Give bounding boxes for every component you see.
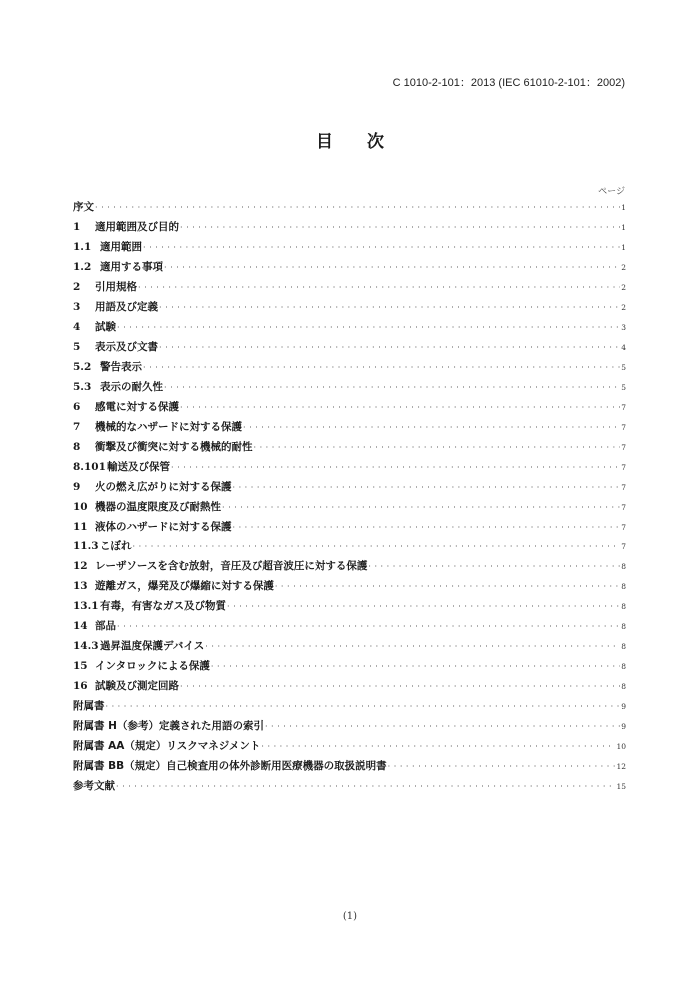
toc-entry-page: 7	[621, 402, 626, 412]
toc-entry-number: 8	[73, 440, 81, 453]
toc-entry-title: 遊離ガス，爆発及び爆縮に対する保護	[95, 580, 274, 593]
toc-entry-page: 1	[621, 222, 626, 232]
toc-entry-number: 14	[73, 620, 88, 633]
toc-entry-page: 8	[621, 662, 626, 672]
toc-entry-page: 7	[621, 522, 626, 532]
toc-entry-title: 試験及び測定回路	[95, 680, 179, 693]
toc-entry-title: 附属書 AA（規定）リスクマネジメント	[73, 740, 261, 753]
toc-entry-title: 適用する事項	[100, 260, 163, 273]
toc-entry-number: 15	[73, 660, 88, 673]
toc-entry-number: 1.1	[73, 240, 92, 253]
page-column-label: ページ	[598, 187, 625, 197]
toc-entry-number: 13	[73, 580, 88, 593]
toc-dot-leader	[222, 503, 620, 512]
toc-entry[interactable]	[73, 239, 626, 259]
toc-dot-leader	[106, 702, 621, 711]
toc-entry-number: 12	[73, 560, 88, 573]
toc-entry-title: 有毒，有害なガス及び物質	[100, 600, 226, 613]
toc-entry-page: 7	[621, 502, 626, 512]
toc-dot-leader	[368, 562, 620, 571]
toc-dot-leader	[265, 722, 620, 731]
toc-entry-number: 6	[73, 400, 81, 413]
toc-dot-leader	[180, 403, 620, 412]
toc-entry[interactable]	[73, 299, 626, 319]
toc-entry-number: 14.3	[73, 640, 99, 653]
toc-entry-title: 警告表示	[100, 360, 142, 373]
toc-dot-leader	[133, 542, 621, 551]
toc-entry[interactable]	[73, 459, 626, 479]
toc-dot-leader	[117, 323, 620, 332]
toc-entry[interactable]	[73, 479, 626, 499]
toc-entry[interactable]	[73, 598, 626, 618]
toc-entry[interactable]	[73, 638, 626, 658]
toc-entry-title: 機器の温度限度及び耐熱性	[95, 500, 221, 513]
toc-entry-page: 15	[616, 782, 626, 792]
toc-entry-page: 8	[621, 602, 626, 612]
toc-entry-page: 2	[621, 262, 626, 272]
toc-entry-title: 液体のハザードに対する保護	[95, 520, 232, 533]
toc-entry[interactable]	[73, 758, 626, 778]
toc-dot-leader	[116, 782, 615, 791]
toc-entry-title: 部品	[95, 620, 116, 633]
toc-dot-leader	[171, 463, 620, 472]
toc-dot-leader	[95, 203, 620, 212]
toc-entry-number: 2	[73, 280, 81, 293]
toc-entry-title: 適用範囲及び目的	[95, 220, 179, 233]
toc-entry[interactable]	[73, 219, 626, 239]
toc-entry-page: 5	[621, 362, 626, 372]
toc-entry-title: 引用規格	[95, 280, 137, 293]
toc-entry-page: 8	[621, 642, 626, 652]
toc-dot-leader	[159, 343, 620, 352]
toc-entry-title: 輸送及び保管	[107, 460, 170, 473]
page-title: 目 次	[316, 132, 398, 152]
toc-entry[interactable]	[73, 319, 626, 339]
toc-entry[interactable]	[73, 419, 626, 439]
toc-entry[interactable]	[73, 718, 626, 738]
toc-entry-page: 7	[621, 462, 626, 472]
toc-entry[interactable]	[73, 698, 626, 718]
toc-entry[interactable]	[73, 199, 626, 219]
toc-entry-title: 衝撃及び衝突に対する機械的耐性	[95, 440, 253, 453]
toc-entry[interactable]	[73, 359, 626, 379]
toc-entry-page: 9	[621, 702, 626, 712]
toc-entry-page: 8	[621, 622, 626, 632]
toc-entry-number: 16	[73, 680, 88, 693]
toc-entry-title: 試験	[95, 320, 116, 333]
toc-entry-page: 2	[621, 282, 626, 292]
toc-entry-title: 機械的なハザードに対する保護	[95, 420, 242, 433]
table-of-contents	[73, 199, 626, 798]
toc-entry-page: 7	[621, 482, 626, 492]
toc-entry-title: 序文	[73, 201, 94, 213]
toc-dot-leader	[261, 742, 615, 751]
toc-dot-leader	[233, 483, 621, 492]
toc-entry-number: 7	[73, 420, 81, 433]
toc-entry[interactable]	[73, 578, 626, 598]
toc-entry-number: 8.101	[73, 460, 106, 473]
toc-entry-page: 1	[621, 203, 626, 212]
toc-dot-leader	[180, 682, 620, 691]
toc-entry[interactable]	[73, 399, 626, 419]
toc-dot-leader	[117, 622, 620, 631]
toc-entry-title: インタロックによる保護	[95, 660, 210, 673]
toc-entry-number: 5	[73, 340, 81, 353]
document-id: C 1010-2-101：2013 (IEC 61010-2-101：2002)	[392, 77, 625, 89]
toc-dot-leader	[388, 762, 616, 771]
toc-dot-leader	[211, 662, 620, 671]
toc-entry-page: 2	[621, 302, 626, 312]
toc-dot-leader	[159, 303, 620, 312]
page-number: (1)	[342, 911, 358, 922]
toc-dot-leader	[164, 263, 620, 272]
toc-entry-number: 3	[73, 300, 81, 313]
toc-entry[interactable]	[73, 519, 626, 539]
toc-entry-number: 4	[73, 320, 81, 333]
toc-dot-leader	[164, 383, 620, 392]
toc-entry-page: 5	[621, 382, 626, 392]
toc-entry-number: 11	[73, 520, 88, 533]
toc-entry[interactable]	[73, 259, 626, 279]
toc-entry-title: レーザソースを含む放射，音圧及び超音波圧に対する保護	[95, 560, 368, 573]
toc-dot-leader	[227, 602, 620, 611]
toc-entry-number: 1.2	[73, 260, 92, 273]
toc-dot-leader	[143, 363, 620, 372]
toc-entry[interactable]	[73, 778, 626, 798]
toc-entry-title: 火の燃え広がりに対する保護	[95, 480, 232, 493]
toc-entry-title: 表示の耐久性	[100, 380, 163, 393]
toc-entry-page: 1	[621, 242, 626, 252]
toc-entry-page: 9	[621, 722, 626, 732]
toc-entry-page: 7	[621, 542, 626, 552]
toc-entry-page: 7	[621, 422, 626, 432]
toc-entry-page: 4	[621, 342, 626, 352]
toc-entry-title: 適用範囲	[100, 240, 142, 253]
toc-entry-number: 1	[73, 220, 81, 233]
toc-entry-number: 5.2	[73, 360, 92, 373]
toc-entry-title: 表示及び文書	[95, 340, 158, 353]
toc-entry[interactable]	[73, 558, 626, 578]
toc-entry-title: 感電に対する保護	[95, 400, 179, 413]
toc-entry-title: 参考文献	[73, 780, 115, 793]
toc-dot-leader	[143, 243, 620, 252]
toc-entry-title: 過昇温度保護デバイス	[100, 640, 205, 653]
toc-entry-title: 用語及び定義	[95, 300, 158, 313]
toc-entry-number: 9	[73, 480, 81, 493]
toc-entry-title: 附属書	[73, 700, 105, 713]
toc-entry-title: 附属書 H（参考）定義された用語の索引	[73, 720, 264, 733]
toc-dot-leader	[233, 523, 621, 532]
toc-entry-page: 10	[616, 742, 626, 752]
toc-dot-leader	[205, 642, 620, 651]
toc-entry-number: 10	[73, 500, 88, 513]
toc-entry[interactable]	[73, 499, 626, 519]
toc-entry-number: 13.1	[73, 600, 99, 613]
toc-entry[interactable]	[73, 279, 626, 299]
toc-dot-leader	[254, 443, 621, 452]
toc-entry-page: 8	[621, 682, 626, 692]
toc-entry-page: 8	[621, 582, 626, 592]
toc-entry-number: 5.3	[73, 380, 92, 393]
toc-dot-leader	[138, 283, 620, 292]
toc-entry[interactable]	[73, 618, 626, 638]
toc-entry[interactable]	[73, 339, 626, 359]
toc-dot-leader	[180, 223, 620, 232]
toc-entry-title: こぼれ	[100, 540, 132, 553]
toc-entry-number: 11.3	[73, 540, 99, 553]
toc-entry[interactable]	[73, 658, 626, 678]
toc-entry[interactable]	[73, 439, 626, 459]
toc-entry-title: 附属書 BB（規定）自己検査用の体外診断用医療機器の取扱説明書	[73, 760, 387, 773]
toc-dot-leader	[243, 423, 620, 432]
toc-entry[interactable]	[73, 538, 626, 558]
toc-entry-page: 3	[621, 322, 626, 332]
toc-entry[interactable]	[73, 379, 626, 399]
toc-entry[interactable]	[73, 738, 626, 758]
toc-entry-page: 7	[621, 442, 626, 452]
toc-entry-page: 12	[616, 762, 626, 772]
toc-dot-leader	[275, 582, 620, 591]
toc-entry-page: 8	[621, 562, 626, 572]
toc-entry[interactable]	[73, 678, 626, 698]
